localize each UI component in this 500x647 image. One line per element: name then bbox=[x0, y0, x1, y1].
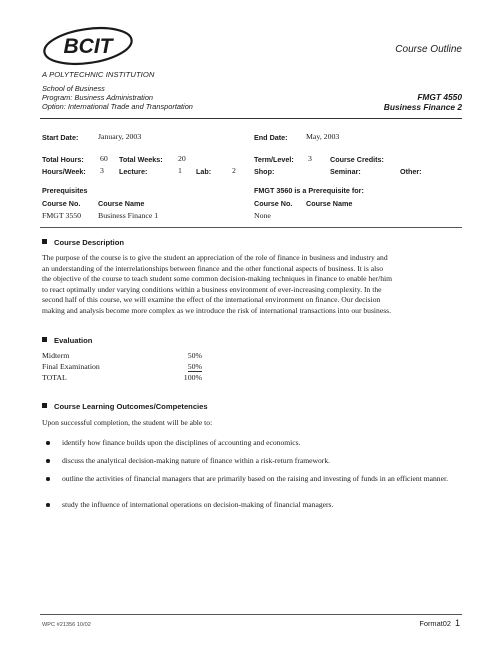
bullet-icon bbox=[46, 459, 50, 463]
hours-week-label: Hours/Week: bbox=[42, 167, 86, 176]
seminar-label: Seminar: bbox=[330, 167, 361, 176]
outcome-item: outline the activities of financial managers that are primarily based on the raising and investing of funds in an efficient manner. bbox=[42, 474, 460, 496]
tagline: A POLYTECHNIC INSTITUTION bbox=[42, 70, 155, 79]
outcome-item: discuss the analytical decision-making nature of finance within a risk-return framework. bbox=[42, 456, 460, 468]
description-line: an understanding of the interrelationships between finance and the other functional aspects of business. It is also bbox=[42, 263, 383, 273]
evaluation-row bbox=[42, 373, 202, 383]
outcomes-intro: Upon successful completion, the student will be able to: bbox=[42, 418, 213, 427]
description-text bbox=[42, 253, 460, 317]
end-date-label: End Date: bbox=[254, 133, 288, 142]
program-name: Program: Business Administration bbox=[42, 93, 154, 102]
evaluation-pct: 100% bbox=[183, 373, 202, 382]
bullet-icon bbox=[46, 477, 50, 481]
term-level: 3 bbox=[308, 154, 312, 163]
evaluation-item: TOTAL bbox=[42, 373, 67, 382]
section-bullet-icon bbox=[42, 239, 47, 244]
evaluation-heading: Evaluation bbox=[42, 336, 92, 345]
section-bullet-icon bbox=[42, 403, 47, 408]
description-line: the objective of the course to teach student some common decision-making techniques in finance to enable her/him bbox=[42, 274, 393, 284]
lecture-hours: 1 bbox=[178, 166, 182, 175]
total-weeks-label: Total Weeks: bbox=[119, 155, 163, 164]
bullet-icon bbox=[46, 503, 50, 507]
start-date-label: Start Date: bbox=[42, 133, 79, 142]
footer-reference: WPC #21356 10/02 bbox=[42, 622, 91, 628]
other-label: Other: bbox=[400, 167, 422, 176]
course-title: Business Finance 2 bbox=[383, 102, 462, 112]
description-line: second half of this course, we will examine the effect of the international environment on finance. Our decision bbox=[42, 295, 381, 305]
hours-week: 3 bbox=[100, 166, 104, 175]
description-line: The purpose of the course is to give the student an appreciation of the role of finance in business and industry and bbox=[42, 253, 388, 262]
prereq-course-name: Business Finance 1 bbox=[98, 211, 159, 220]
course-credits-label: Course Credits: bbox=[330, 155, 384, 164]
bcit-logo bbox=[42, 26, 134, 66]
description-line: making and analysis become more complex as we introduce the risk of international transactions into our business. bbox=[42, 305, 392, 315]
option-name: Option: International Trade and Transportation bbox=[42, 102, 193, 111]
total-hours: 60 bbox=[100, 154, 108, 163]
lab-label: Lab: bbox=[196, 167, 212, 176]
footer-format: Format02 1 bbox=[419, 618, 460, 628]
logo-text: BCIT bbox=[63, 35, 113, 58]
outcome-item: identify how finance builds upon the disciplines of accounting and economics. bbox=[42, 438, 460, 450]
prereq-col-course-name: Course Name bbox=[98, 199, 145, 208]
total-hours-label: Total Hours: bbox=[42, 155, 84, 164]
prereq-course-no: FMGT 3550 bbox=[42, 211, 82, 220]
outcome-item: study the influence of international operations on decision-making of financial managers. bbox=[42, 500, 460, 512]
prereq-for-course-no: None bbox=[254, 211, 271, 220]
prerequisites-heading: Prerequisites bbox=[42, 186, 88, 195]
prereq-for-heading: FMGT 3560 is a Prerequisite for: bbox=[254, 186, 364, 195]
lecture-label: Lecture: bbox=[119, 167, 148, 176]
prereq-for-col-course-no: Course No. bbox=[254, 199, 293, 208]
prereq-for-col-course-name: Course Name bbox=[306, 199, 353, 208]
section-bullet-icon bbox=[42, 337, 47, 342]
start-date: January, 2003 bbox=[98, 132, 142, 141]
total-weeks: 20 bbox=[178, 154, 186, 163]
evaluation-pct: 50% bbox=[187, 362, 202, 371]
doc-title: Course Outline bbox=[395, 44, 462, 55]
bullet-icon bbox=[46, 441, 50, 445]
outcomes-heading: Course Learning Outcomes/Competencies bbox=[42, 402, 208, 411]
evaluation-pct: 50% bbox=[187, 351, 202, 360]
page-number: 1 bbox=[454, 618, 460, 628]
course-code: FMGT 4550 bbox=[417, 92, 462, 102]
prereq-col-course-no: Course No. bbox=[42, 199, 81, 208]
school-name: School of Business bbox=[42, 84, 105, 93]
evaluation-item: Final Examination bbox=[42, 362, 100, 371]
description-line: to react optimally under varying conditions within a business environment of ever-increasing complexity. In the bbox=[42, 284, 382, 294]
footer-divider bbox=[40, 614, 462, 615]
evaluation-row bbox=[42, 351, 202, 361]
description-heading: Course Description bbox=[42, 238, 124, 247]
term-level-label: Term/Level: bbox=[254, 155, 294, 164]
end-date: May, 2003 bbox=[306, 132, 340, 141]
evaluation-item: Midterm bbox=[42, 351, 70, 360]
evaluation-row bbox=[42, 362, 202, 372]
shop-label: Shop: bbox=[254, 167, 275, 176]
info-divider bbox=[40, 227, 462, 228]
header-divider bbox=[40, 118, 462, 119]
lab-hours: 2 bbox=[232, 166, 236, 175]
